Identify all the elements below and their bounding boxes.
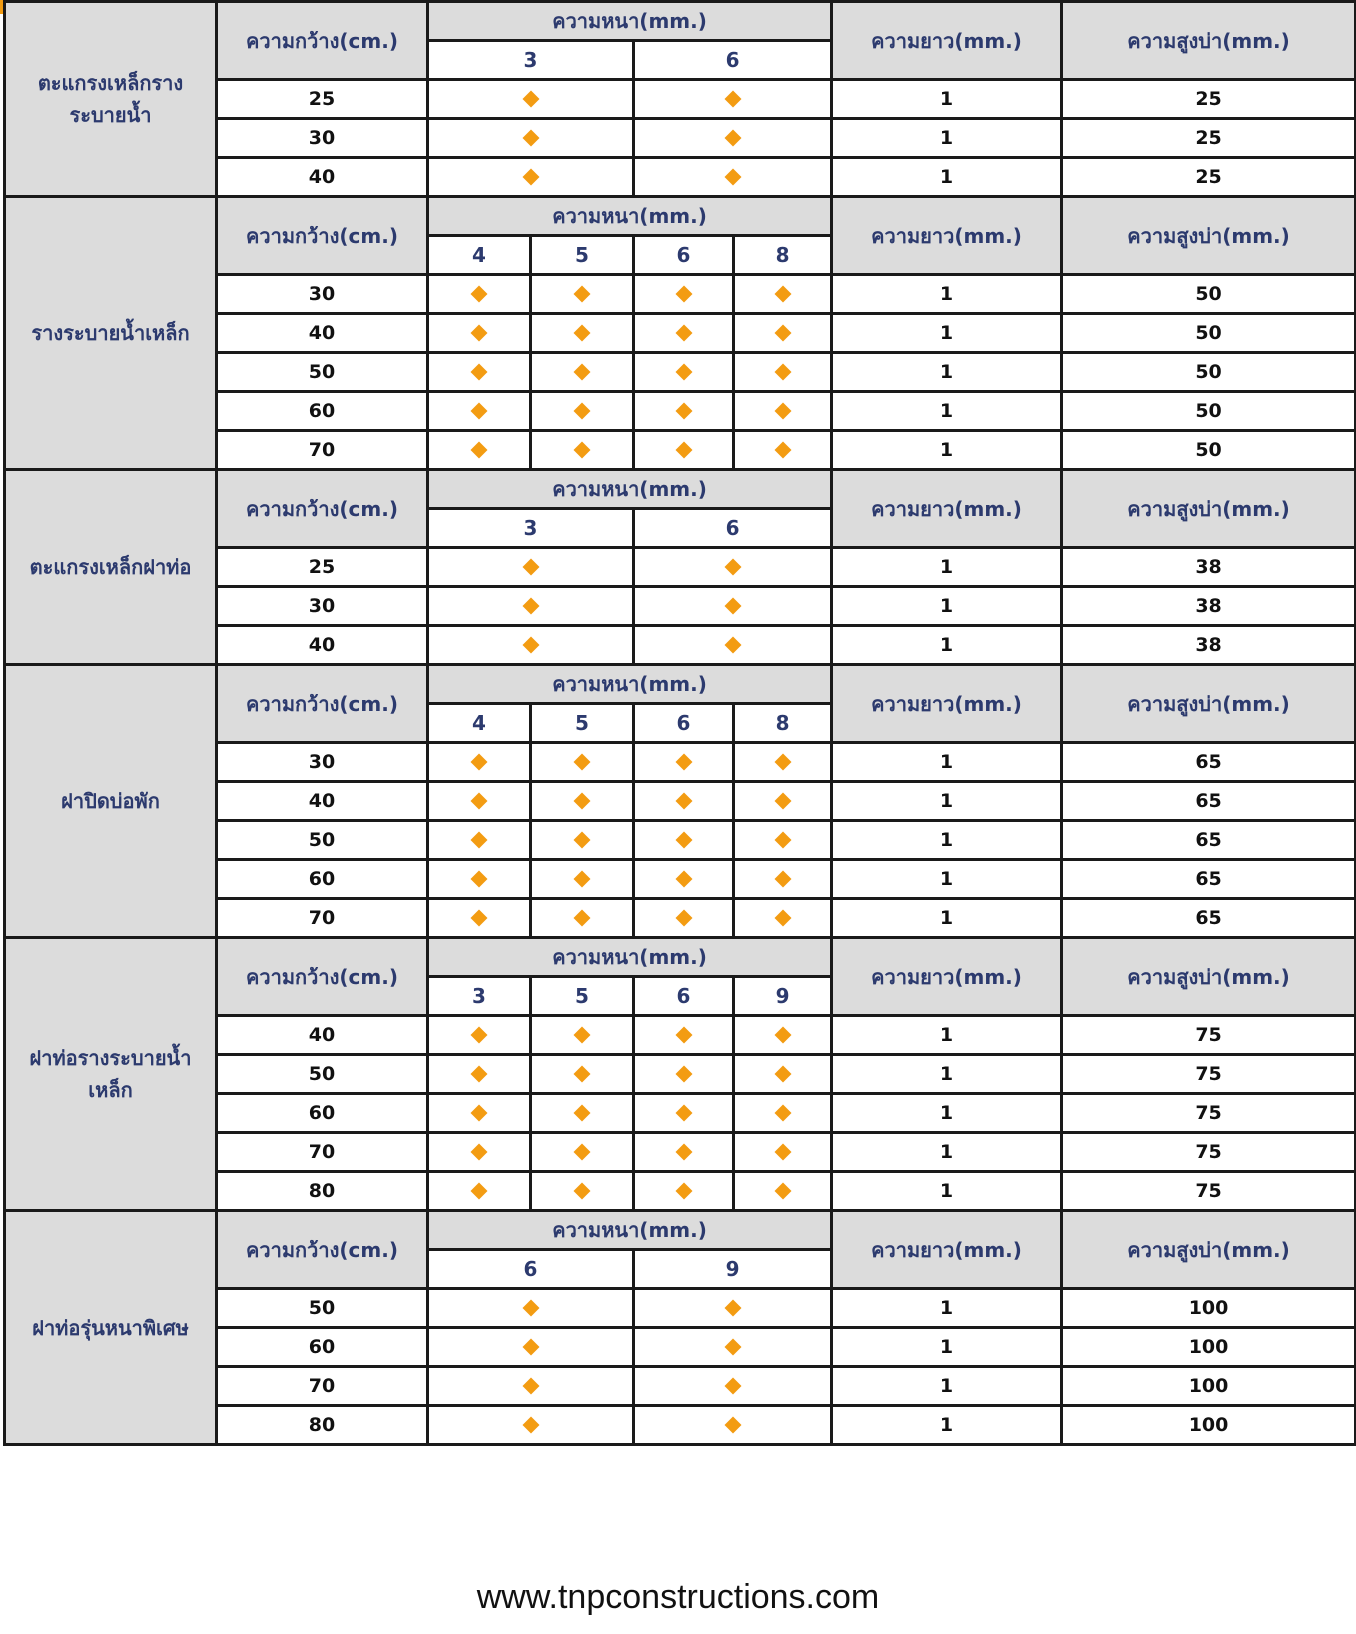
- width-value: 60: [217, 1094, 428, 1133]
- availability-cell: [428, 431, 531, 470]
- diamond-icon: [471, 403, 488, 420]
- group-header-row: [5, 470, 1356, 509]
- thickness-header: ความหนา(mm.): [428, 2, 832, 41]
- availability-cell: [428, 158, 634, 197]
- availability-cell: [428, 1016, 531, 1055]
- diamond-icon: [724, 559, 741, 576]
- shoulder-height-value: 100: [1062, 1367, 1356, 1406]
- diamond-icon: [774, 1027, 791, 1044]
- diamond-icon: [471, 1066, 488, 1083]
- width-value: 70: [217, 1133, 428, 1172]
- diamond-icon: [675, 325, 692, 342]
- diamond-icon: [774, 1105, 791, 1122]
- availability-cell: [734, 1055, 832, 1094]
- length-value: 1: [832, 821, 1062, 860]
- width-value: 25: [217, 548, 428, 587]
- diamond-icon: [774, 364, 791, 381]
- availability-cell: [734, 275, 832, 314]
- diamond-icon: [724, 1378, 741, 1395]
- width-header: ความกว้าง(cm.): [217, 665, 428, 743]
- availability-cell: [634, 431, 734, 470]
- availability-cell: [428, 860, 531, 899]
- availability-cell: [428, 119, 634, 158]
- availability-cell: [531, 860, 634, 899]
- thickness-value: 9: [634, 1250, 832, 1289]
- width-value: 50: [217, 353, 428, 392]
- shoulder-height-value: 38: [1062, 548, 1356, 587]
- product-group-name: ตะแกรงเหล็กราง ระบายน้ำ: [5, 2, 217, 197]
- availability-cell: [634, 587, 832, 626]
- availability-cell: [734, 860, 832, 899]
- group-header-row: [5, 197, 1356, 236]
- diamond-icon: [574, 1105, 591, 1122]
- availability-cell: [428, 1094, 531, 1133]
- availability-cell: [531, 743, 634, 782]
- availability-cell: [428, 353, 531, 392]
- diamond-icon: [724, 1339, 741, 1356]
- availability-cell: [734, 743, 832, 782]
- availability-cell: [734, 314, 832, 353]
- length-header: ความยาว(mm.): [832, 665, 1062, 743]
- thickness-header: ความหนา(mm.): [428, 665, 832, 704]
- availability-cell: [634, 1328, 832, 1367]
- availability-cell: [634, 1016, 734, 1055]
- length-header: ความยาว(mm.): [832, 470, 1062, 548]
- availability-cell: [531, 782, 634, 821]
- product-group-name: ฝาท่อรางระบายน้ำ เหล็ก: [5, 938, 217, 1211]
- thickness-value: 6: [428, 1250, 634, 1289]
- thickness-value: 4: [428, 704, 531, 743]
- diamond-icon: [675, 1066, 692, 1083]
- shoulder-height-value: 65: [1062, 743, 1356, 782]
- product-spec-table: [3, 0, 1356, 1446]
- shoulder-height-header: ความสูงบ่า(mm.): [1062, 1211, 1356, 1289]
- width-value: 40: [217, 158, 428, 197]
- diamond-icon: [724, 1300, 741, 1317]
- diamond-icon: [574, 325, 591, 342]
- width-value: 25: [217, 80, 428, 119]
- shoulder-height-value: 100: [1062, 1406, 1356, 1445]
- diamond-icon: [471, 286, 488, 303]
- shoulder-height-value: 65: [1062, 899, 1356, 938]
- length-header: ความยาว(mm.): [832, 1211, 1062, 1289]
- width-value: 70: [217, 1367, 428, 1406]
- thickness-value: 6: [634, 41, 832, 80]
- shoulder-height-value: 65: [1062, 860, 1356, 899]
- group-header-row: [5, 938, 1356, 977]
- length-value: 1: [832, 548, 1062, 587]
- diamond-icon: [675, 910, 692, 927]
- length-value: 1: [832, 392, 1062, 431]
- shoulder-height-value: 50: [1062, 431, 1356, 470]
- length-value: 1: [832, 1172, 1062, 1211]
- thickness-value: 8: [734, 236, 832, 275]
- thickness-header: ความหนา(mm.): [428, 470, 832, 509]
- width-header: ความกว้าง(cm.): [217, 938, 428, 1016]
- availability-cell: [531, 431, 634, 470]
- length-value: 1: [832, 626, 1062, 665]
- availability-cell: [428, 1367, 634, 1406]
- width-header: ความกว้าง(cm.): [217, 470, 428, 548]
- length-value: 1: [832, 743, 1062, 782]
- diamond-icon: [471, 910, 488, 927]
- availability-cell: [428, 1328, 634, 1367]
- availability-cell: [531, 275, 634, 314]
- thickness-header: ความหนา(mm.): [428, 1211, 832, 1250]
- availability-cell: [428, 1133, 531, 1172]
- width-value: 40: [217, 1016, 428, 1055]
- width-value: 40: [217, 626, 428, 665]
- diamond-icon: [574, 832, 591, 849]
- width-value: 70: [217, 431, 428, 470]
- diamond-icon: [471, 1105, 488, 1122]
- availability-cell: [634, 158, 832, 197]
- availability-cell: [634, 743, 734, 782]
- length-value: 1: [832, 1328, 1062, 1367]
- availability-cell: [634, 1172, 734, 1211]
- product-group-name: ฝาปิดบ่อพัก: [5, 665, 217, 938]
- availability-cell: [428, 821, 531, 860]
- group-header-row: [5, 1211, 1356, 1250]
- diamond-icon: [522, 598, 539, 615]
- diamond-icon: [522, 559, 539, 576]
- shoulder-height-value: 75: [1062, 1172, 1356, 1211]
- length-header: ความยาว(mm.): [832, 2, 1062, 80]
- availability-cell: [734, 1133, 832, 1172]
- length-value: 1: [832, 1289, 1062, 1328]
- diamond-icon: [522, 169, 539, 186]
- availability-cell: [634, 626, 832, 665]
- diamond-icon: [471, 442, 488, 459]
- length-value: 1: [832, 1094, 1062, 1133]
- website-url[interactable]: www.tnpconstructions.com: [476, 1578, 880, 1616]
- length-value: 1: [832, 587, 1062, 626]
- availability-cell: [634, 1133, 734, 1172]
- availability-cell: [734, 1094, 832, 1133]
- availability-cell: [428, 1406, 634, 1445]
- width-value: 60: [217, 1328, 428, 1367]
- length-value: 1: [832, 431, 1062, 470]
- width-header: ความกว้าง(cm.): [217, 1211, 428, 1289]
- width-value: 50: [217, 1289, 428, 1328]
- availability-cell: [531, 1055, 634, 1094]
- length-value: 1: [832, 1367, 1062, 1406]
- availability-cell: [634, 1406, 832, 1445]
- diamond-icon: [522, 1300, 539, 1317]
- shoulder-height-header: ความสูงบ่า(mm.): [1062, 470, 1356, 548]
- diamond-icon: [574, 1027, 591, 1044]
- diamond-icon: [574, 910, 591, 927]
- diamond-icon: [574, 364, 591, 381]
- availability-cell: [531, 314, 634, 353]
- availability-cell: [634, 821, 734, 860]
- shoulder-height-value: 75: [1062, 1055, 1356, 1094]
- diamond-icon: [471, 1027, 488, 1044]
- availability-cell: [428, 587, 634, 626]
- availability-cell: [428, 1055, 531, 1094]
- length-value: 1: [832, 899, 1062, 938]
- diamond-icon: [675, 403, 692, 420]
- width-value: 30: [217, 743, 428, 782]
- diamond-icon: [522, 1339, 539, 1356]
- shoulder-height-value: 75: [1062, 1094, 1356, 1133]
- shoulder-height-value: 75: [1062, 1016, 1356, 1055]
- diamond-icon: [724, 637, 741, 654]
- diamond-icon: [774, 1144, 791, 1161]
- diamond-icon: [574, 1144, 591, 1161]
- availability-cell: [531, 392, 634, 431]
- shoulder-height-value: 65: [1062, 782, 1356, 821]
- shoulder-height-value: 38: [1062, 587, 1356, 626]
- shoulder-height-value: 100: [1062, 1289, 1356, 1328]
- diamond-icon: [675, 754, 692, 771]
- shoulder-height-value: 50: [1062, 275, 1356, 314]
- diamond-icon: [522, 130, 539, 147]
- length-value: 1: [832, 782, 1062, 821]
- availability-cell: [634, 1094, 734, 1133]
- availability-cell: [531, 899, 634, 938]
- shoulder-height-value: 25: [1062, 158, 1356, 197]
- thickness-value: 6: [634, 977, 734, 1016]
- availability-cell: [531, 353, 634, 392]
- diamond-icon: [574, 871, 591, 888]
- diamond-icon: [774, 754, 791, 771]
- width-value: 80: [217, 1172, 428, 1211]
- availability-cell: [428, 899, 531, 938]
- availability-cell: [428, 548, 634, 587]
- shoulder-height-value: 50: [1062, 392, 1356, 431]
- width-value: 70: [217, 899, 428, 938]
- diamond-icon: [724, 598, 741, 615]
- shoulder-height-header: ความสูงบ่า(mm.): [1062, 665, 1356, 743]
- diamond-icon: [675, 442, 692, 459]
- thickness-value: 3: [428, 41, 634, 80]
- availability-cell: [734, 899, 832, 938]
- shoulder-height-header: ความสูงบ่า(mm.): [1062, 197, 1356, 275]
- width-header: ความกว้าง(cm.): [217, 2, 428, 80]
- availability-cell: [531, 821, 634, 860]
- thickness-value: 9: [734, 977, 832, 1016]
- width-value: 40: [217, 782, 428, 821]
- diamond-icon: [471, 871, 488, 888]
- thickness-value: 6: [634, 509, 832, 548]
- diamond-icon: [574, 1066, 591, 1083]
- diamond-icon: [522, 1417, 539, 1434]
- diamond-icon: [675, 832, 692, 849]
- shoulder-height-value: 50: [1062, 353, 1356, 392]
- availability-cell: [634, 275, 734, 314]
- diamond-icon: [724, 169, 741, 186]
- availability-cell: [634, 899, 734, 938]
- diamond-icon: [522, 637, 539, 654]
- diamond-icon: [675, 793, 692, 810]
- length-value: 1: [832, 1406, 1062, 1445]
- length-value: 1: [832, 80, 1062, 119]
- group-header-row: [5, 2, 1356, 41]
- diamond-icon: [471, 325, 488, 342]
- thickness-value: 8: [734, 704, 832, 743]
- availability-cell: [428, 1172, 531, 1211]
- diamond-icon: [675, 1105, 692, 1122]
- diamond-icon: [675, 1144, 692, 1161]
- availability-cell: [634, 782, 734, 821]
- width-value: 30: [217, 587, 428, 626]
- availability-cell: [428, 743, 531, 782]
- diamond-icon: [471, 754, 488, 771]
- product-group-name: รางระบายน้ำเหล็ก: [5, 197, 217, 470]
- shoulder-height-value: 25: [1062, 80, 1356, 119]
- diamond-icon: [774, 793, 791, 810]
- diamond-icon: [774, 442, 791, 459]
- diamond-icon: [774, 325, 791, 342]
- thickness-value: 3: [428, 509, 634, 548]
- shoulder-height-value: 100: [1062, 1328, 1356, 1367]
- length-value: 1: [832, 314, 1062, 353]
- availability-cell: [634, 392, 734, 431]
- availability-cell: [734, 1016, 832, 1055]
- diamond-icon: [522, 1378, 539, 1395]
- length-value: 1: [832, 860, 1062, 899]
- thickness-value: 6: [634, 236, 734, 275]
- shoulder-height-value: 65: [1062, 821, 1356, 860]
- width-value: 40: [217, 314, 428, 353]
- availability-cell: [734, 353, 832, 392]
- availability-cell: [634, 1055, 734, 1094]
- thickness-value: 6: [634, 704, 734, 743]
- group-header-row: [5, 665, 1356, 704]
- availability-cell: [428, 80, 634, 119]
- availability-cell: [634, 548, 832, 587]
- diamond-icon: [574, 754, 591, 771]
- diamond-icon: [471, 1144, 488, 1161]
- diamond-icon: [774, 910, 791, 927]
- diamond-icon: [675, 1183, 692, 1200]
- width-value: 50: [217, 821, 428, 860]
- availability-cell: [428, 275, 531, 314]
- availability-cell: [428, 392, 531, 431]
- diamond-icon: [574, 442, 591, 459]
- shoulder-height-header: ความสูงบ่า(mm.): [1062, 938, 1356, 1016]
- length-value: 1: [832, 353, 1062, 392]
- diamond-icon: [774, 1183, 791, 1200]
- availability-cell: [531, 1016, 634, 1055]
- diamond-icon: [471, 832, 488, 849]
- availability-cell: [634, 1367, 832, 1406]
- shoulder-height-value: 38: [1062, 626, 1356, 665]
- availability-cell: [734, 782, 832, 821]
- width-value: 30: [217, 119, 428, 158]
- length-value: 1: [832, 1016, 1062, 1055]
- length-value: 1: [832, 158, 1062, 197]
- diamond-icon: [724, 91, 741, 108]
- thickness-header: ความหนา(mm.): [428, 197, 832, 236]
- thickness-value: 5: [531, 236, 634, 275]
- availability-cell: [634, 353, 734, 392]
- diamond-icon: [574, 286, 591, 303]
- width-value: 60: [217, 392, 428, 431]
- diamond-icon: [675, 1027, 692, 1044]
- diamond-icon: [471, 793, 488, 810]
- product-group-name: ตะแกรงเหล็กฝาท่อ: [5, 470, 217, 665]
- width-value: 80: [217, 1406, 428, 1445]
- shoulder-height-value: 50: [1062, 314, 1356, 353]
- shoulder-height-header: ความสูงบ่า(mm.): [1062, 2, 1356, 80]
- diamond-icon: [471, 1183, 488, 1200]
- thickness-value: 5: [531, 704, 634, 743]
- length-value: 1: [832, 1133, 1062, 1172]
- length-header: ความยาว(mm.): [832, 197, 1062, 275]
- product-group-name: ฝาท่อรุ่นหนาพิเศษ: [5, 1211, 217, 1445]
- availability-cell: [634, 1289, 832, 1328]
- thickness-value: 5: [531, 977, 634, 1016]
- diamond-icon: [774, 871, 791, 888]
- thickness-value: 4: [428, 236, 531, 275]
- availability-cell: [531, 1094, 634, 1133]
- availability-cell: [634, 314, 734, 353]
- diamond-icon: [574, 403, 591, 420]
- availability-cell: [428, 626, 634, 665]
- thickness-value: 3: [428, 977, 531, 1016]
- width-value: 30: [217, 275, 428, 314]
- availability-cell: [531, 1172, 634, 1211]
- diamond-icon: [471, 364, 488, 381]
- diamond-icon: [574, 793, 591, 810]
- width-value: 50: [217, 1055, 428, 1094]
- shoulder-height-value: 75: [1062, 1133, 1356, 1172]
- diamond-icon: [675, 871, 692, 888]
- availability-cell: [428, 782, 531, 821]
- availability-cell: [734, 431, 832, 470]
- diamond-icon: [774, 286, 791, 303]
- length-value: 1: [832, 119, 1062, 158]
- availability-cell: [428, 1289, 634, 1328]
- diamond-icon: [675, 364, 692, 381]
- length-value: 1: [832, 275, 1062, 314]
- length-header: ความยาว(mm.): [832, 938, 1062, 1016]
- shoulder-height-value: 25: [1062, 119, 1356, 158]
- diamond-icon: [724, 130, 741, 147]
- availability-cell: [634, 860, 734, 899]
- availability-cell: [428, 314, 531, 353]
- diamond-icon: [774, 403, 791, 420]
- diamond-icon: [522, 91, 539, 108]
- availability-cell: [634, 80, 832, 119]
- thickness-header: ความหนา(mm.): [428, 938, 832, 977]
- length-value: 1: [832, 1055, 1062, 1094]
- availability-cell: [634, 119, 832, 158]
- diamond-icon: [774, 832, 791, 849]
- width-header: ความกว้าง(cm.): [217, 197, 428, 275]
- availability-cell: [531, 1133, 634, 1172]
- width-value: 60: [217, 860, 428, 899]
- diamond-icon: [675, 286, 692, 303]
- availability-cell: [734, 392, 832, 431]
- diamond-icon: [574, 1183, 591, 1200]
- diamond-icon: [774, 1066, 791, 1083]
- availability-cell: [734, 821, 832, 860]
- availability-cell: [734, 1172, 832, 1211]
- diamond-icon: [724, 1417, 741, 1434]
